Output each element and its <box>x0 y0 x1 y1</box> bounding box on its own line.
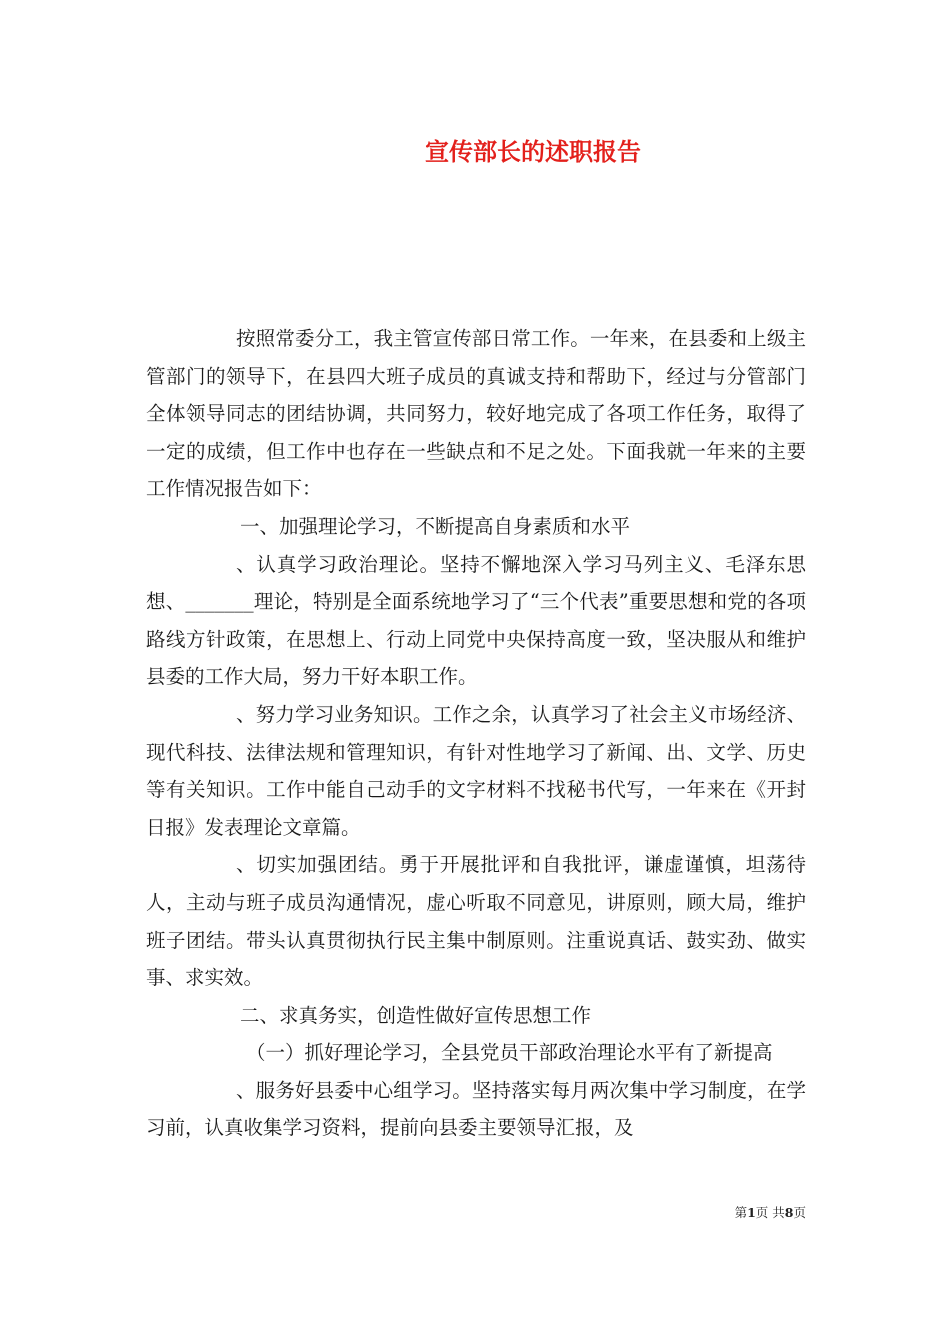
current-page-number: 1 <box>747 1205 756 1220</box>
total-page-number: 8 <box>784 1205 794 1220</box>
document-title: 宣传部长的述职报告 <box>425 137 641 166</box>
footer-middle: 页 共 <box>755 1205 785 1220</box>
paragraph: 、服务好县委中心组学习。坚持落实每月两次集中学习制度，在学习前，认真收集学习资料，提前向县委主要领导汇报，及 <box>146 1078 806 1140</box>
paragraph: 、切实加强团结。勇于开展批评和自我批评，谦虚谨慎，坦荡待人，主动与班子成员沟通情况，虚心听取不同意见，讲原则，顾大局，维护班子团结。带头认真贯彻执行民主集中制原则。注重说真话、鼓实劲、做实事、求实效。 <box>146 853 806 990</box>
paragraph: 按照常委分工，我主管宣传部日常工作。一年来，在县委和上级主管部门的领导下，在县四大班子成员的真诚支持和帮助下，经过与分管部门全体领导同志的团结协调，共同努力，较好地完成了各项工作任务，取得了一定的成绩，但工作中也存在一些缺点和不足之处。下面我就一年来的主要工作情况报告如下： <box>146 327 806 501</box>
subsection-heading: （一）抓好理论学习，全县党员干部政治理论水平有了新提高 <box>246 1041 773 1065</box>
footer-suffix: 页 <box>793 1205 806 1220</box>
paragraph: 、努力学习业务知识。工作之余，认真学习了社会主义市场经济、现代科技、法律法规和管理知识，有针对性地学习了新闻、出、文学、历史等有关知识。工作中能自己动手的文字材料不找秘书代写，一年来在《开封日报》发表理论文章篇。 <box>146 702 806 839</box>
section-heading: 一、加强理论学习，不断提高自身素质和水平 <box>240 514 631 538</box>
footer-prefix: 第 <box>734 1205 748 1220</box>
paragraph: 、认真学习政治理论。坚持不懈地深入学习马列主义、毛泽东思想、_______理论，特别是全面系统地学习了“三个代表”重要思想和党的各项路线方针政策，在思想上、行动上同党中央保持高度一致，坚决服从和维护县委的工作大局，努力干好本职工作。 <box>146 552 806 689</box>
document-body <box>146 320 806 1147</box>
page-footer <box>0 1205 806 1221</box>
section-heading: 二、求真务实，创造性做好宣传思想工作 <box>240 1003 592 1027</box>
